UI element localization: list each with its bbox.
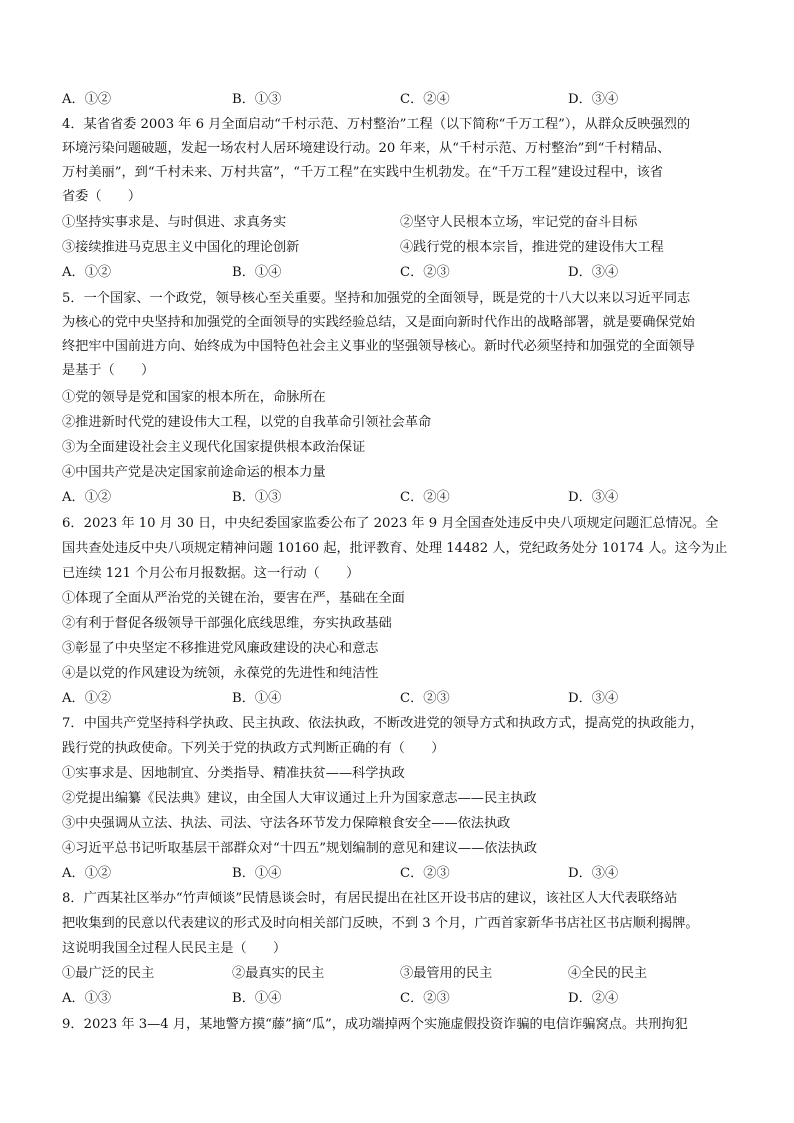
q4-item: ①坚持实事求是、与时俱进、求真务实 xyxy=(62,215,287,230)
q8-item: ②最真实的民主 xyxy=(232,966,325,981)
option-c: C．②③ xyxy=(400,866,450,881)
option-b: B．①③ xyxy=(232,490,282,505)
option-b: B．①④ xyxy=(232,991,282,1006)
option-d: D．③④ xyxy=(568,490,619,505)
q4-stem-line: 省委（ ） xyxy=(62,189,142,204)
q5-stem-line: 是基于（ ） xyxy=(62,363,155,378)
q5-stem-line: 为核心的党中央坚持和加强党的全面领导的实践经验总结，又是面向新时代作出的战略部署，就是要确保党始 xyxy=(62,315,695,330)
option-d: D．③④ xyxy=(568,265,619,280)
q4-items-row xyxy=(62,214,742,232)
option-c: C．②③ xyxy=(400,691,450,706)
q6-item: ④是以党的作风建设为统领，永葆党的先进性和纯洁性 xyxy=(62,666,379,681)
option-b: B．①④ xyxy=(232,866,282,881)
option-b: B．①③ xyxy=(232,92,282,107)
q7-options xyxy=(62,865,742,883)
q4-stem-line: 4．某省省委 2003 年 6 月全面启动“千村示范、万村整治”工程（以下简称“千万工程”），从群众反映强烈的 xyxy=(62,117,691,132)
q6-item: ①体现了全面从严治党的关键在治，要害在严，基础在全面 xyxy=(62,591,405,606)
q6-options xyxy=(62,690,742,708)
q6-stem-line: 已连续 121 个月公布月报数据。这一行动（ ） xyxy=(62,566,360,581)
q7-item: ④习近平总书记听取基层干部群众对“十四五”规划编制的意见和建议——依法执政 xyxy=(62,841,538,856)
q8-item: ③最管用的民主 xyxy=(400,966,493,981)
option-d: D．③④ xyxy=(568,691,619,706)
option-b: B．①④ xyxy=(232,691,282,706)
q7-stem-line: 7．中国共产党坚持科学执政、民主执政、依法执政，不断改进党的领导方式和执政方式，提高党的执政能力， xyxy=(62,716,704,731)
q5-item: ②推进新时代党的建设伟大工程，以党的自我革命引领社会革命 xyxy=(62,415,432,430)
option-d: D．②④ xyxy=(568,991,619,1006)
option-a: A．①② xyxy=(62,691,112,706)
q5-item: ③为全面建设社会主义现代化国家提供根本政治保证 xyxy=(62,440,366,455)
q8-item: ④全民的民主 xyxy=(568,966,648,981)
q5-item: ①党的领导是党和国家的根本所在，命脉所在 xyxy=(62,390,326,405)
q8-stem-line: 8．广西某社区举办“竹声倾谈”民情恳谈会时，有居民提出在社区开设书店的建议，该社区人大代表联络站 xyxy=(62,891,678,906)
q6-item: ②有利于督促各级领导干部强化底线思维，夯实执政基础 xyxy=(62,616,392,631)
q4-items-row xyxy=(62,239,742,257)
q4-item: ④践行党的根本宗旨，推进党的建设伟大工程 xyxy=(400,240,664,255)
q8-options xyxy=(62,990,742,1008)
option-c: C．②③ xyxy=(400,991,450,1006)
option-a: A．①② xyxy=(62,265,112,280)
q4-item: ③接续推进马克思主义中国化的理论创新 xyxy=(62,240,300,255)
q4-stem-line: 环境污染问题破题，发起一场农村人居环境建设行动。20 年来，从“千村示范、万村整治”到“千村精品、 xyxy=(62,141,671,156)
q8-stem-line: 这说明我国全过程人民民主是（ ） xyxy=(62,941,287,956)
q3-options xyxy=(62,91,742,109)
option-a: A．①② xyxy=(62,866,112,881)
q4-options xyxy=(62,264,742,282)
q9-stem-line: 9．2023 年 3—4 月，某地警方摸“藤”摘“瓜”，成功端掉两个实施虚假投资诈骗的电信诈骗窝点。共刑拘犯 xyxy=(62,1017,688,1032)
option-d: D．③④ xyxy=(568,866,619,881)
q8-item: ①最广泛的民主 xyxy=(62,966,155,981)
option-b: B．①④ xyxy=(232,265,282,280)
q8-stem-line: 把收集到的民意以代表建议的形式及时向相关部门反映，不到 3 个月，广西首家新华书店社区书店顺利揭牌。 xyxy=(62,916,699,931)
q7-stem-line: 践行党的执政使命。下列关于党的执政方式判断正确的有（ ） xyxy=(62,741,445,756)
option-a: A．①② xyxy=(62,490,112,505)
q4-stem-line: 万村美丽”，到“千村未来、万村共富”，“千万工程”在实践中生机勃发。在“千万工程”建设过程中，该省 xyxy=(62,165,664,180)
q5-item: ④中国共产党是决定国家前途命运的根本力量 xyxy=(62,465,326,480)
q4-item: ②坚守人民根本立场，牢记党的奋斗目标 xyxy=(400,215,638,230)
q5-stem-line: 终把牢中国前进方向、始终成为中国特色社会主义事业的坚强领导核心。新时代必须坚持和加强党的全面领导 xyxy=(62,339,695,354)
option-c: C．②③ xyxy=(400,265,450,280)
q7-item: ③中央强调从立法、执法、司法、守法各环节发力保障粮食安全——依法执政 xyxy=(62,816,511,831)
option-c: C．②④ xyxy=(400,490,450,505)
q6-stem-line: 国共查处违反中央八项规定精神问题 10160 起，批评教育、处理 14482 人，党纪政务处分 10174 人。这今为止 xyxy=(62,541,728,556)
option-a: A．①② xyxy=(62,92,112,107)
q6-stem-line: 6．2023 年 10 月 30 日，中央纪委国家监委公布了 2023 年 9 月全国查处违反中央八项规定问题汇总情况。全 xyxy=(62,516,719,531)
option-d: D．③④ xyxy=(568,92,619,107)
q6-item: ③彰显了中央坚定不移推进党风廉政建设的决心和意志 xyxy=(62,641,379,656)
q7-item: ②党提出编纂《民法典》建议，由全国人大审议通过上升为国家意志——民主执政 xyxy=(62,791,537,806)
option-a: A．①③ xyxy=(62,991,112,1006)
option-c: C．②④ xyxy=(400,92,450,107)
q5-stem-line: 5．一个国家、一个政党，领导核心至关重要。坚持和加强党的全面领导，既是党的十八大以来以习近平同志 xyxy=(62,291,691,306)
q8-items-row xyxy=(62,965,742,983)
q7-item: ①实事求是、因地制宜、分类指导、精准扶贫——科学执政 xyxy=(62,766,405,781)
q5-options xyxy=(62,489,742,507)
